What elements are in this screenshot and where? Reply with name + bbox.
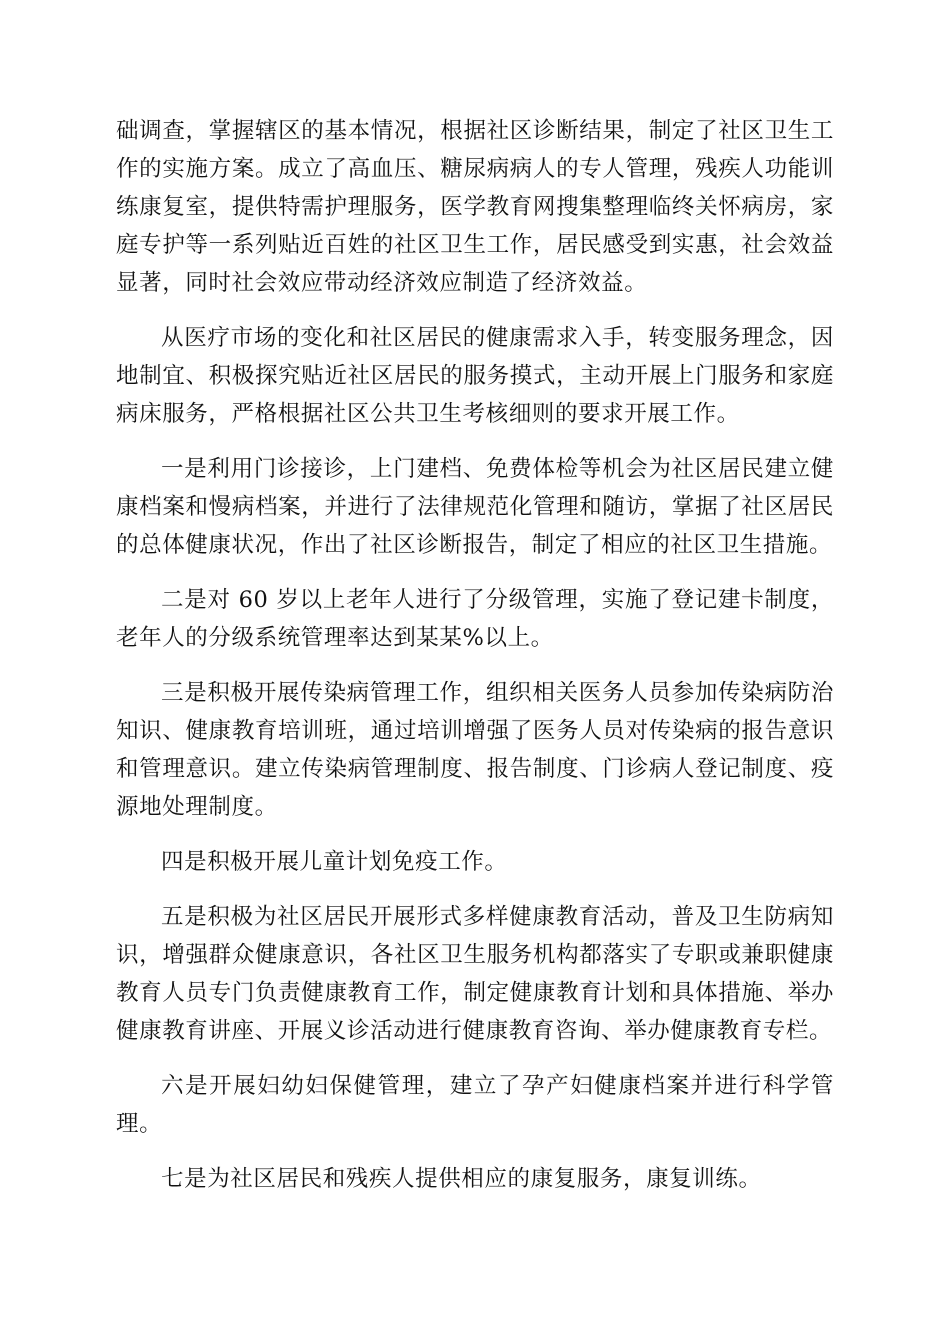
paragraph-5: 三是积极开展传染病管理工作，组织相关医务人员参加传染病防治知识、健康教育培训班，通过培训增强了医务人员对传染病的报告意识和管理意识。建立传染病管理制度、报告制度、门诊病人登记制度、疫源地处理制度。: [116, 680, 834, 820]
paragraph-9: 七是为社区居民和残疾人提供相应的康复服务，康复训练。: [161, 1166, 762, 1192]
paragraph-2: 从医疗市场的变化和社区居民的健康需求入手，转变服务理念，因地制宜、积极探究贴近社区居民的服务摸式，主动开展上门服务和家庭病床服务，严格根据社区公共卫生考核细则的要求开展工作。: [116, 325, 834, 427]
paragraph-3: 一是利用门诊接诊，上门建档、免费体检等机会为社区居民建立健康档案和慢病档案，并进行了法律规范化管理和随访，掌据了社区居民的总体健康状况，作出了社区诊断报告，制定了相应的社区卫生措施。: [116, 456, 834, 558]
paragraph-7: 五是积极为社区居民开展形式多样健康教育活动，普及卫生防病知识，增强群众健康意识，各社区卫生服务机构都落实了专职或兼职健康教育人员专门负责健康教育工作，制定健康教育计划和具体措施、举办健康教育讲座、开展义诊活动进行健康教育咨询、举办健康教育专栏。: [116, 904, 834, 1044]
paragraph-1: 础调查，掌握辖区的基本情况，根据社区诊断结果，制定了社区卫生工作的实施方案。成立了高血压、糖尿病病人的专人管理，残疾人功能训练康复室，提供特需护理服务，医学教育网搜集整理临终关怀病房，家庭专护等一系列贴近百姓的社区卫生工作，居民感受到实惠，社会效益显著，同时社会效应带动经济效应制造了经济效益。: [116, 118, 834, 296]
paragraph-4: 二是对 60 岁以上老年人进行了分级管理，实施了登记建卡制度，老年人的分级系统管理率达到某某%以上。: [116, 587, 834, 651]
paragraph-8: 六是开展妇幼妇保健管理，建立了孕产妇健康档案并进行科学管理。: [116, 1073, 834, 1137]
paragraph-6: 四是积极开展儿童计划免疫工作。: [161, 849, 508, 875]
document-body: [116, 112, 834, 1215]
